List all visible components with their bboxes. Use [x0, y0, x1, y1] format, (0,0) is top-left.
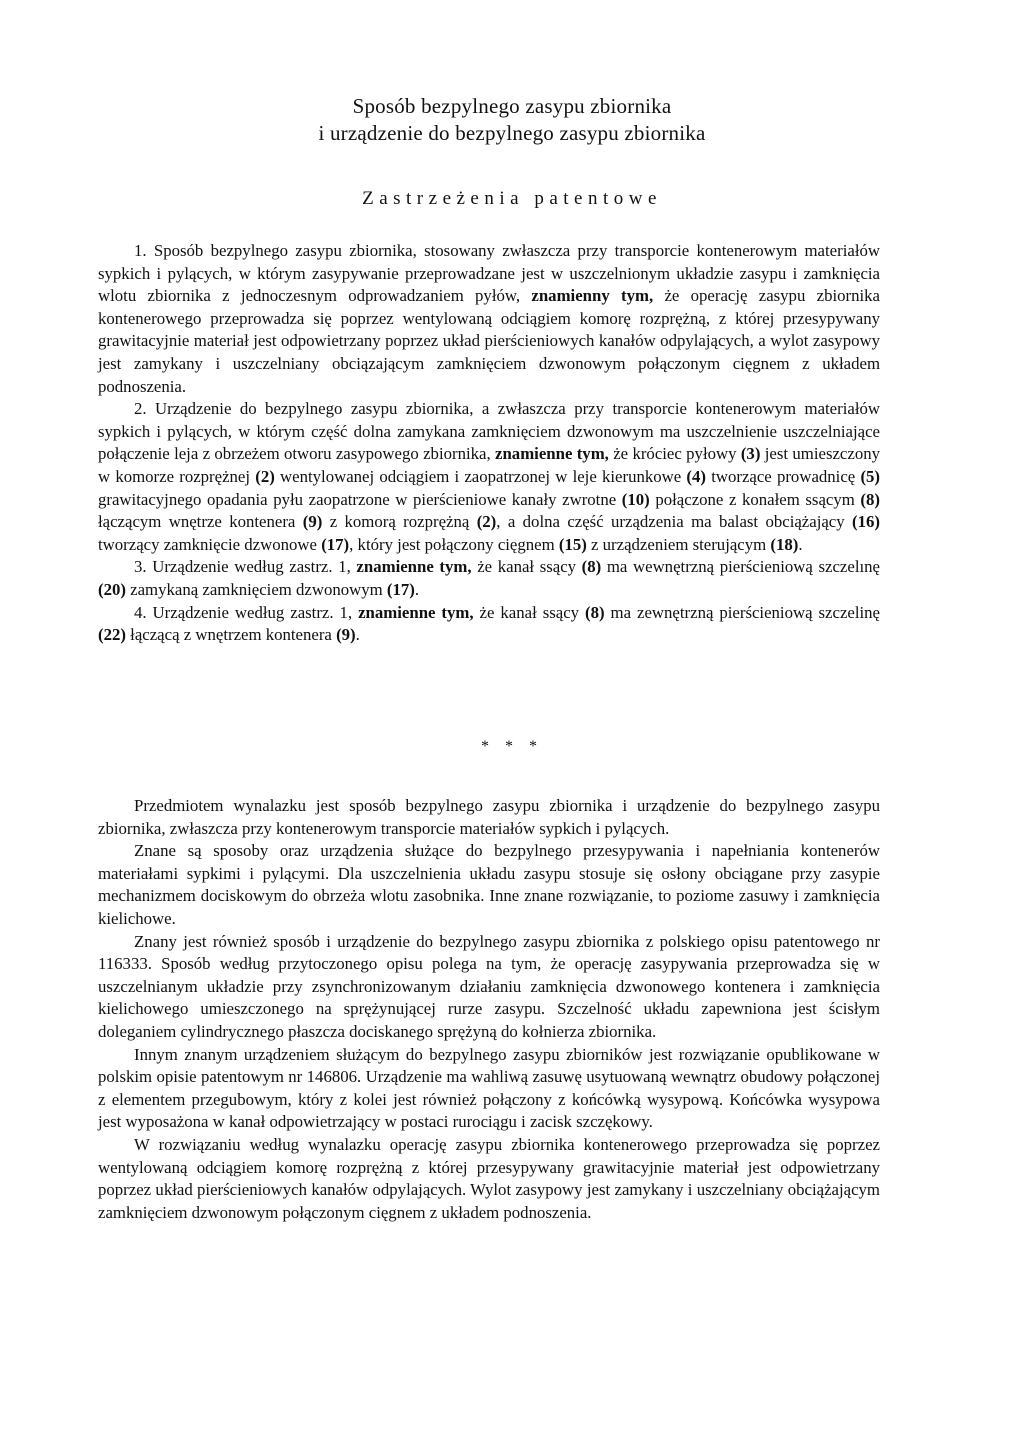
claim-text-run: ma wewnętrzną pierścieniową szczelınę — [601, 557, 880, 577]
patent-claims — [98, 240, 880, 647]
claim-bold-run: (8) — [585, 602, 605, 622]
claim-text-run: . — [414, 579, 420, 599]
claim-bold-run: znamienne tym, — [356, 557, 472, 577]
claim-text-run: zamykaną zamknięciem dzwonowym — [125, 579, 387, 599]
title-line-2: i urządzenie do bezpylnego zasypu zbiornika — [318, 121, 706, 145]
description-paragraph: Znany jest również sposób i urządzenie do bezpylnego zasypu zbiornika z polskiego opisu patentowego nr 116333. Sposób według przytoczonego opisu polega na tym, że operację zasypywania przeprowadza się w uszczelnianym układzie przy zsynchronizowanym działaniu zamknięcia dzwonowego kontenera i zamknięcia kielichowego umieszczonego na sprężynującej rurze zasypu. Szczelność układu zapewniona jest ścisłym doleganiem cylindrycznego płaszcza dociskanego sprężyną do kołnierza zbiornika. — [98, 931, 880, 1041]
claim-bold-run: (8) — [860, 489, 880, 509]
claim-text-run: z komorą rozprężną — [322, 512, 477, 532]
claim-bold-run: (22) — [98, 625, 126, 645]
claim-bold-run: (17) — [321, 534, 350, 554]
claim-bold-run: (8) — [581, 557, 602, 577]
claim-text-run: , a dolna część urządzenia ma balast obciążający — [496, 512, 853, 532]
claim-bold-run: (9) — [302, 512, 323, 532]
claim-text-run: łączącą z wnętrzem kontenera — [125, 625, 337, 645]
claim-bold-run: (2) — [255, 466, 275, 486]
document-title — [0, 93, 1024, 147]
description-paragraph: Znane są sposoby oraz urządzenia służące do bezpylnego przesypywania i napełniania kontenerów materiałami sypkimi i pylącymi. Dla uszczelnienia układu zasypu stosuje się osłony obciągane przy zasypie mechanizmem dociskowym do obrzeża wlotu zasobnika. Inne znane rozwiązanie, to poziome zasuwy i zamknięcia kielichowe. — [98, 841, 880, 928]
claim-text-run: że kanał ssący — [473, 602, 586, 622]
claim-bold-run: znamienne tym, — [495, 444, 609, 464]
claim-text-run: 3. Urządzenie według zastrz. 1, — [134, 557, 357, 577]
claim-text-run: łączącym wnętrze kontenera — [98, 512, 303, 532]
claim-bold-run: (10) — [621, 489, 650, 509]
claim-2 — [98, 398, 880, 556]
claim-text-run: z urządzeniem sterującym — [586, 534, 771, 554]
title-line-1: Sposób bezpylnego zasypu zbiornika — [352, 94, 672, 118]
claims-heading: Zastrzeżenia patentowe — [362, 188, 662, 209]
description-paragraph: Innym znanym urządzeniem służącym do bezpylnego zasypu zbiorników jest rozwiązanie opublikowane w polskim opisie patentowym nr 146806. Urządzenie ma wahliwą zasuwę usytuowaną wewnątrz obudowy połączonej z elementem przegubowym, który z kolei jest również połączony z końcówką wysypową. Końcówka wysypowa jest wyposażona w kanał odpowietrzający w postaci rurociągu i zacisk szczękowy. — [98, 1044, 880, 1132]
claim-text-run: że króciec pyłowy — [608, 444, 741, 464]
description-body — [98, 795, 880, 1224]
claim-bold-run: (2) — [476, 512, 497, 532]
claim-4 — [98, 602, 880, 647]
claim-bold-run: (15) — [558, 534, 587, 554]
claim-bold-run: (17) — [386, 579, 415, 599]
claim-bold-run: (5) — [860, 466, 881, 486]
claim-text-run: jest umieszczony w komorze rozprężnej — [98, 444, 880, 486]
claim-bold-run: (4) — [686, 466, 706, 486]
claim-text-run: . — [798, 534, 803, 554]
claim-3 — [98, 556, 880, 601]
claim-text-run: że kanał ssący — [471, 557, 582, 577]
claim-1 — [98, 240, 880, 398]
claim-text-run: ma zewnętrzną pierścieniową szczelinę — [604, 602, 880, 622]
claim-bold-run: (9) — [336, 625, 356, 645]
claim-text-run: tworzący zamknięcie dzwonowe — [98, 534, 322, 554]
claim-text-run: połączone z konałem ssącym — [649, 489, 861, 509]
claim-bold-run: znamienny tym, — [531, 286, 654, 306]
claim-text-run: wentylowanej odciągiem i zaopatrzonej w leje kierunkowe — [274, 466, 687, 486]
description-paragraph: W rozwiązaniu według wynalazku operację zasypu zbiornika kontenerowego przeprowadza się poprzez wentylowaną odciągiem komorę rozprężną z której przesypywany grawitacyjnie materiał jest odpowietrzany poprzez układ pierścieniowych kanałów odpylających. Wylot zasypowy jest zamykany i uszczelniany obciążającym zamknięciem dzwonowym połączonym cięgnem z układem podnoszenia. — [98, 1134, 880, 1222]
claim-text-run: 2. Urządzenie do bezpylnego zasypu zbiornika, a zwłaszcza przy transporcie kontenerowym materiałów sypkich i pylących, w którym część dolna zamykana zamknięciem dzwonowym ma uszczelnienie uszczelniające połączenie leja z obrzeżem otworu zasypowego zbiornika, — [98, 399, 880, 464]
claim-text-run: 4. Urządzenie według zastrz. 1, — [134, 602, 359, 622]
claim-bold-run: (3) — [740, 444, 761, 464]
claim-bold-run: (16) — [852, 512, 880, 532]
claim-bold-run: znamienne tym, — [358, 602, 474, 622]
claim-text-run: . — [355, 625, 360, 645]
claim-text-run: , który jest połączony cięgnem — [349, 534, 559, 554]
claim-text-run: 1. Sposób bezpylnego zasypu zbiornika, stosowany zwłaszcza przy transporcie kontenerowym materiałów sypkich i pylących, w którym zasypywanie przeprowadzane jest w uszczelnionym układzie zasypu i zamknięcia wlotu zbiornika z jednoczesnym odprowadzaniem pyłów, — [98, 241, 880, 306]
claim-text-run: grawitacyjnego opadania pyłu zaopatrzone w pierścieniowe kanały zwrotne — [98, 489, 622, 509]
description-paragraph: Przedmiotem wynalazku jest sposób bezpylnego zasypu zbiornika i urządzenie do bezpylnego zasypu zbiornika, zwłaszcza przy kontenerowym transporcie materiałów sypkich i pylących. — [98, 796, 880, 838]
claim-text-run: że operację zasypu zbiornika kontenerowego przeprowadza się poprzez wentylowaną odciągiem komorę rozprężną, z której przesypywany grawitacyjnie materiał jest odpowietrzany poprzez układ pierścieniowych kanałów odpylających, a wylot zasypowy jest zamykany i uszczelniany obciązającym zamknięciem dzwonowym połączonym cięgnem z układem podnoszenia. — [98, 286, 880, 396]
claim-bold-run: (20) — [98, 579, 126, 599]
claim-text-run: tworzące prowadnicę — [706, 466, 861, 486]
section-separator: * * * — [481, 738, 543, 755]
claim-bold-run: (18) — [770, 534, 799, 554]
